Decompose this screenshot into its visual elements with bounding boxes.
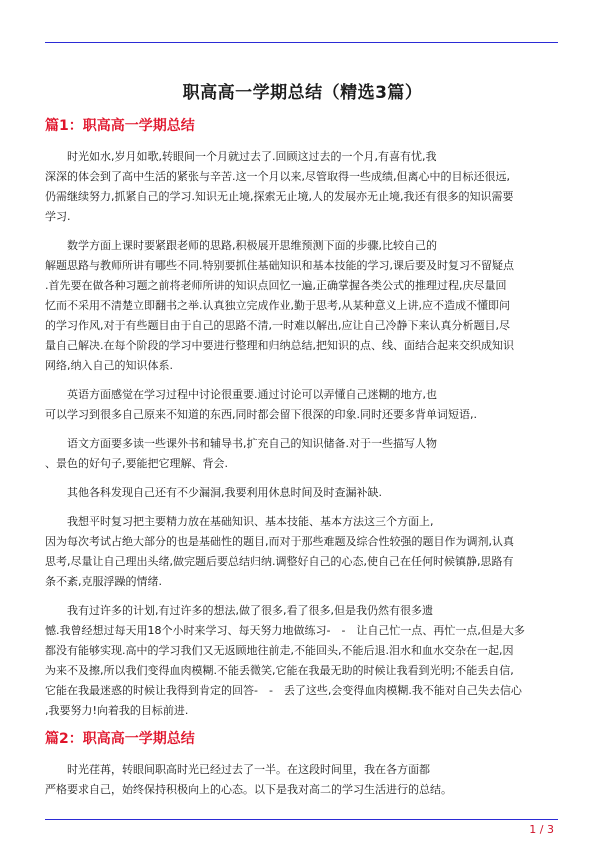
text-line: 我想平时复习把主要精力放在基础知识、基本技能、基本方法这三个方面上, [67, 515, 434, 528]
text-line: 英语方面感觉在学习过程中讨论很重要.通过讨论可以弄懂自己迷糊的地方,也 [67, 388, 437, 401]
footer-rule [45, 819, 558, 820]
text-line: 它能在我最迷惑的时候让我得到肯定的回答- - 丢了这些,会变得血肉模糊.我不能对自己失去信心 [45, 684, 522, 697]
text-line: 数学方面上课时要紧跟老师的思路,积极展开思维预测下面的步骤,比较自己的 [67, 239, 437, 252]
text-line: 都没有能够实现.高中的学习我们又无返顾地往前走,不能回头,不能后退.泪水和血水交杂在一起,因 [45, 644, 514, 657]
text-line: 其他各科发现自己还有不少漏洞,我要利用休息时间及时查漏补缺. [67, 486, 382, 499]
text-line: 网络,纳入自己的知识体系. [45, 359, 173, 372]
text-line: 憾.我曾经想过每天用18个小时来学习、每天努力地做练习- - 让自己忙一点、再忙一点,但是大多 [45, 624, 525, 637]
text-line: 可以学习到很多自己原来不知道的东西,同时都会留下很深的印象.同时还要多背单词短语,. [45, 408, 477, 421]
text-line: 时光荏苒，转眼间职高时光已经过去了一半。在这段时间里，我在各方面都 [67, 763, 430, 776]
text-line: .首先要在做各种习题之前将老师所讲的知识点回忆一遍,正确掌握各类公式的推理过程,庆尽量回 [45, 279, 507, 292]
text-line: 仍需继续努力,抓紧自己的学习.知识无止境,探索无止境,人的发展亦无止境,我还有很多的知识需要 [45, 190, 514, 203]
text-line: 忆而不采用不清楚立即翻书之举.认真独立完成作业,勤于思考,从某种意义上讲,应不造成不懂即问 [45, 299, 510, 312]
text-line: 为来不及擦,所以我们变得血肉模糊.不能丢微笑,它能在我最无助的时候让我看到光明;不能丢自信, [45, 664, 514, 677]
text-line: 时光如水,岁月如歌,转眼间一个月就过去了.回顾这过去的一个月,有喜有忧,我 [67, 150, 437, 163]
paragraph [45, 236, 560, 376]
paragraph [45, 434, 560, 474]
text-line: 语文方面要多读一些课外书和辅导书,扩充自己的知识储备.对于一些描写人物 [67, 437, 437, 450]
paragraph [45, 385, 560, 425]
text-line: 的学习作风,对于有些题目由于自己的思路不清,一时难以解出,应让自己冷静下来认真分析题目,尽 [45, 319, 510, 332]
text-line: 深深的体会到了高中生活的紧张与辛苦.这一个月以来,尽管取得一些成绩,但离心中的目标还很远, [45, 170, 510, 183]
text-line: 、景色的好句子,要能把它理解、背会. [45, 457, 228, 470]
section-heading: 篇2：职高高一学期总结 [45, 731, 195, 747]
text-line: 解题思路与教师所讲有哪些不同.特别要抓住基础知识和基本技能的学习,课后要及时复习不留疑点 [45, 259, 514, 272]
text-line: ,我要努力!向着我的目标前进. [45, 704, 189, 717]
text-line: 条不紊,克服浮躁的情绪. [45, 575, 162, 588]
paragraph [45, 601, 560, 721]
page-number: 1 / 3 [529, 823, 554, 836]
text-line: 思考,尽量让自己理出头绪,做完题后要总结归纳.调整好自己的心态,使自己在任何时候镇静,思路有 [45, 555, 514, 568]
paragraph [45, 760, 560, 800]
text-line: 学习. [45, 210, 71, 223]
document-body [45, 56, 560, 800]
document-title: 职高高一学期总结（精选3篇） [182, 83, 423, 103]
paragraph [45, 512, 560, 592]
text-line: 严格要求自己，始终保持积极向上的心态。以下是我对高二的学习生活进行的总结。 [45, 783, 452, 796]
text-line: 量自己解决.在每个阶段的学习中要进行整理和归纳总结,把知识的点、线、面结合起来交织成知识 [45, 339, 514, 352]
text-line: 我有过许多的计划,有过许多的想法,做了很多,看了很多,但是我仍然有很多遗 [67, 604, 433, 617]
paragraph [45, 483, 560, 503]
section-heading: 篇1：职高高一学期总结 [45, 118, 195, 134]
text-line: 因为每次考试占绝大部分的也是基础性的题目,而对于那些难题及综合性较强的题目作为调剂,认真 [45, 535, 514, 548]
paragraph [45, 147, 560, 227]
header-rule [45, 42, 558, 43]
